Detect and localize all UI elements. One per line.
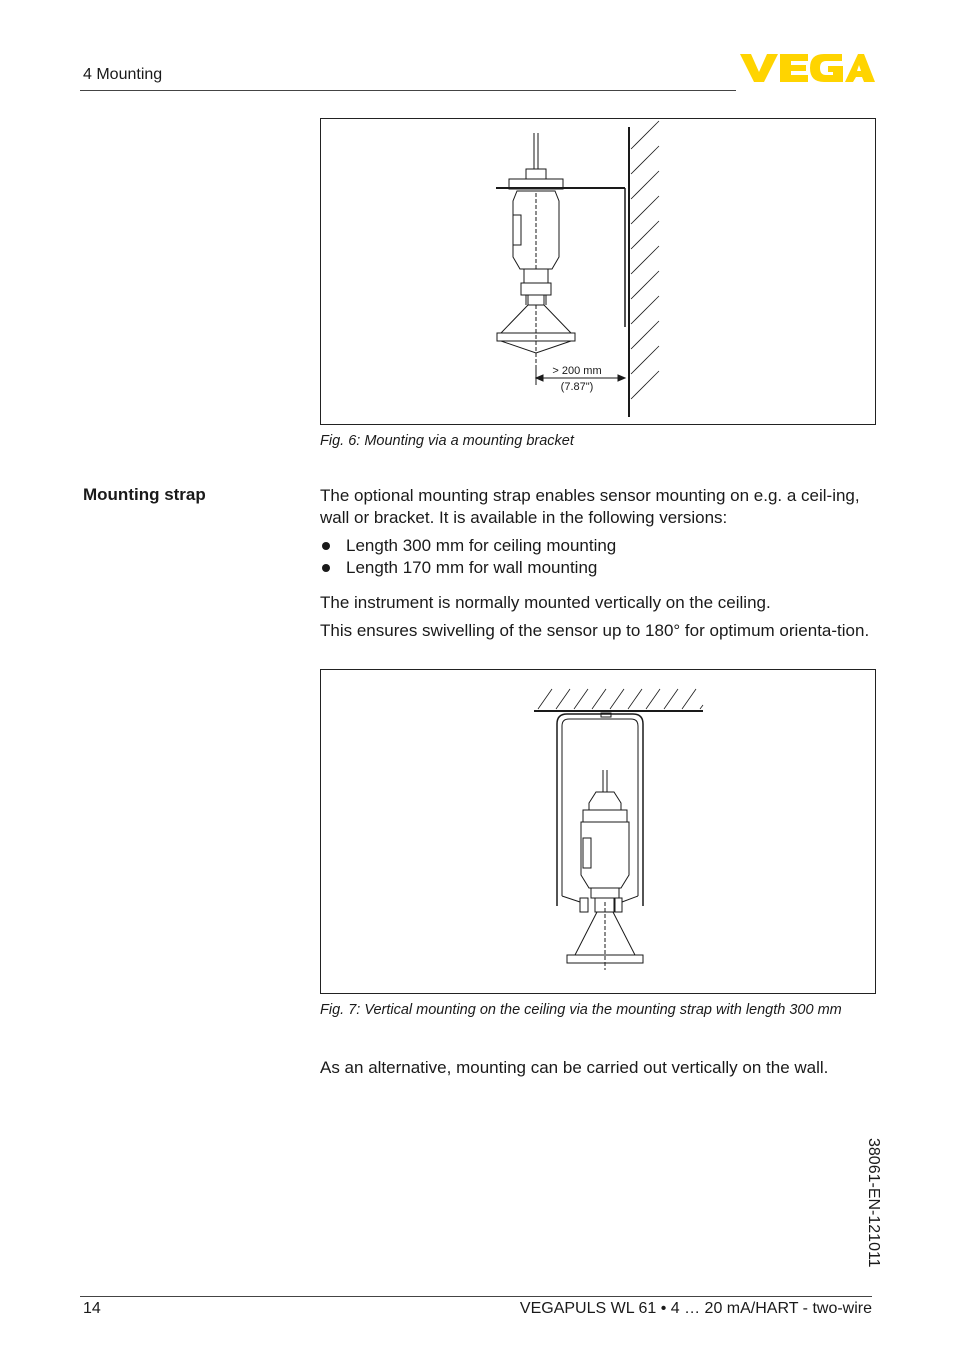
page-number: 14: [83, 1300, 101, 1317]
vega-logo: [740, 52, 875, 84]
section-heading: Mounting strap: [83, 485, 206, 504]
dimension-inch: (7.87"): [560, 381, 594, 393]
mounting-strap-diagram: [321, 670, 874, 992]
document-id-text: 38061-EN-121011: [865, 1138, 882, 1268]
bullet-icon: [322, 564, 330, 572]
paragraph: This ensures swivelling of the sensor up to 180° for optimum orienta-tion.: [320, 621, 870, 640]
list-item-text: Length 300 mm for ceiling mounting: [346, 536, 617, 555]
list-item-text: Length 170 mm for wall mounting: [346, 558, 598, 577]
header-section-title: 4 Mounting: [83, 66, 163, 83]
footer-divider: [80, 1296, 872, 1297]
figure-mounting-strap: [320, 669, 876, 994]
bullet-list: [320, 535, 616, 579]
list-item: [320, 535, 616, 557]
paragraph: As an alternative, mounting can be carried out vertically on the wall.: [320, 1058, 829, 1077]
header-divider: [80, 90, 736, 91]
list-item: [320, 557, 616, 579]
paragraph: The optional mounting strap enables sensor mounting on e.g. a ceil-ing, wall or bracket. It is available in the following versions:: [320, 486, 860, 527]
figure-caption: Fig. 7: Vertical mounting on the ceiling via the mounting strap with length 300 mm: [320, 1002, 842, 1018]
footer-product-title: VEGAPULS WL 61 • 4 … 20 mA/HART - two-wire: [519, 1300, 872, 1317]
document-id: [865, 1138, 903, 1288]
figure-mounting-bracket: [320, 118, 876, 425]
bullet-icon: [322, 542, 330, 550]
dimension-value: > 200 mm: [552, 365, 602, 377]
mounting-bracket-diagram: [321, 119, 874, 423]
figure-caption: Fig. 6: Mounting via a mounting bracket: [320, 433, 574, 449]
paragraph: The instrument is normally mounted vertically on the ceiling.: [320, 593, 771, 612]
